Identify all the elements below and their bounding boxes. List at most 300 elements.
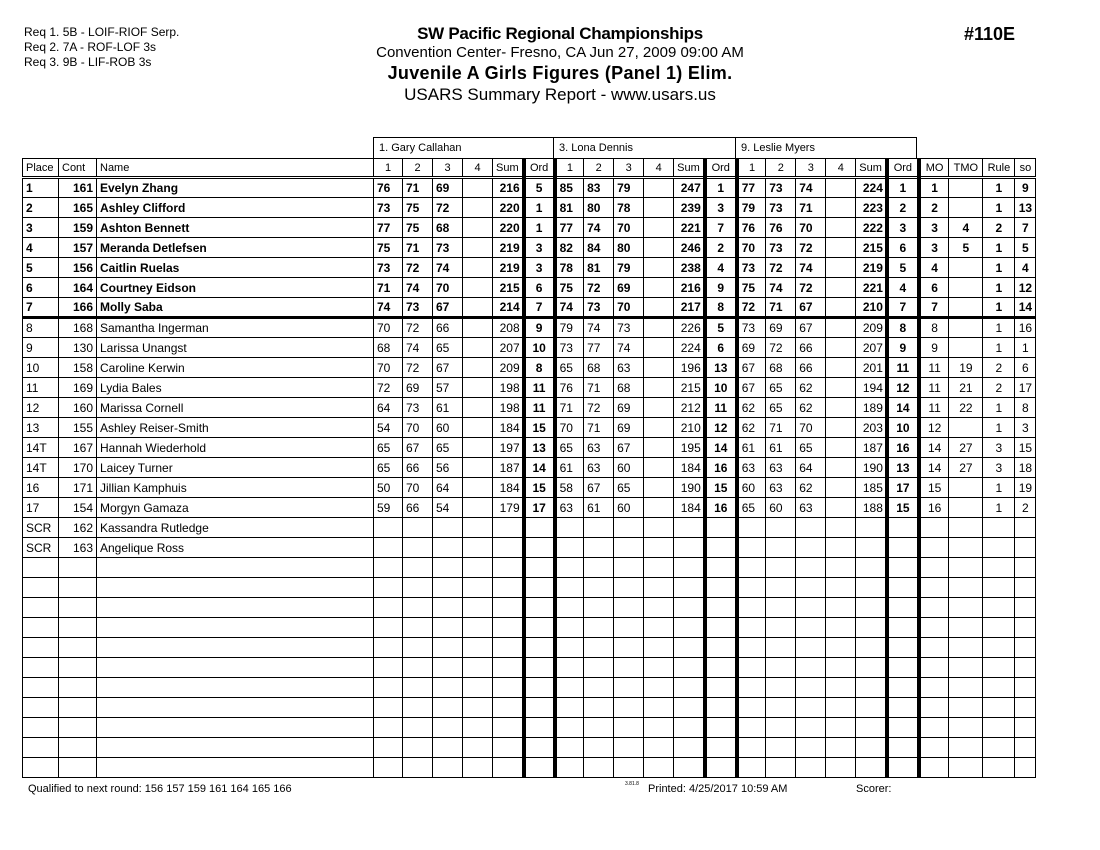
empty-cell <box>463 578 493 598</box>
empty-cell <box>59 758 97 778</box>
j2-score-4 <box>644 198 674 218</box>
j1-sum: 220 <box>493 218 524 238</box>
j2-score-1: 73 <box>555 338 584 358</box>
empty-cell <box>705 738 737 758</box>
empty-cell <box>826 718 856 738</box>
table-row <box>23 358 1036 378</box>
j1-score-4 <box>463 178 493 198</box>
j2-score-2: 63 <box>584 438 614 458</box>
table-row <box>23 498 1036 518</box>
rule-cell: 2 <box>983 378 1015 398</box>
empty-cell <box>555 578 584 598</box>
empty-cell <box>555 658 584 678</box>
empty-cell <box>97 618 374 638</box>
j3-sum: 210 <box>856 298 887 318</box>
empty-cell <box>887 678 919 698</box>
j3-score-2: 73 <box>766 178 796 198</box>
j2-score-2: 84 <box>584 238 614 258</box>
empty-cell <box>705 758 737 778</box>
requirement-2: Req 2. 7A - ROF-LOF 3s <box>24 40 157 54</box>
empty-cell <box>614 738 644 758</box>
rule-cell: 1 <box>983 178 1015 198</box>
empty-cell <box>403 578 433 598</box>
skater-name: Angelique Ross <box>97 538 374 558</box>
tmo-cell <box>949 198 983 218</box>
empty-cell <box>97 558 374 578</box>
j2-score-3: 63 <box>614 358 644 378</box>
empty-cell <box>737 638 766 658</box>
j3-score-1: 67 <box>737 378 766 398</box>
empty-cell <box>674 638 705 658</box>
j1-score-2: 74 <box>403 338 433 358</box>
empty-cell <box>983 658 1015 678</box>
empty-cell <box>584 758 614 778</box>
empty-cell <box>374 578 403 598</box>
event-number: #110E <box>964 24 1016 44</box>
j3-ordinal: 13 <box>887 458 919 478</box>
j3-ordinal: 3 <box>887 218 919 238</box>
j1-ordinal: 9 <box>524 318 555 338</box>
empty-cell <box>23 598 59 618</box>
rule-cell <box>983 518 1015 538</box>
j3-score-3: 63 <box>796 498 826 518</box>
j2-score-4 <box>644 438 674 458</box>
j2-score-3: 60 <box>614 458 644 478</box>
empty-cell <box>766 578 796 598</box>
col-j3-ord: Ord <box>887 159 919 178</box>
j2-sum: 239 <box>674 198 705 218</box>
j2-score-4 <box>644 458 674 478</box>
skater-name: Ashley Reiser-Smith <box>97 418 374 438</box>
mo-cell: 9 <box>919 338 949 358</box>
empty-cell <box>403 558 433 578</box>
empty-cell <box>887 638 919 658</box>
table-row <box>23 218 1036 238</box>
empty-cell <box>737 658 766 678</box>
place-cell: 11 <box>23 378 59 398</box>
venue-datetime: Convention Center- Fresno, CA Jun 27, 2009 09:00 AM <box>376 44 744 61</box>
empty-cell <box>493 658 524 678</box>
j1-score-1: 59 <box>374 498 403 518</box>
j1-ordinal: 5 <box>524 178 555 198</box>
empty-cell <box>887 658 919 678</box>
j3-score-1: 67 <box>737 358 766 378</box>
empty-cell <box>97 658 374 678</box>
j3-sum: 209 <box>856 318 887 338</box>
empty-cell <box>374 758 403 778</box>
skater-name: Meranda Detlefsen <box>97 238 374 258</box>
j2-sum: 226 <box>674 318 705 338</box>
j3-score-1: 62 <box>737 418 766 438</box>
j2-score-1: 82 <box>555 238 584 258</box>
so-cell: 17 <box>1015 378 1036 398</box>
place-cell: 9 <box>23 338 59 358</box>
empty-cell <box>59 638 97 658</box>
empty-cell <box>919 698 949 718</box>
empty-cell <box>674 758 705 778</box>
empty-row <box>23 738 1036 758</box>
tmo-cell: 19 <box>949 358 983 378</box>
j1-score-2: 75 <box>403 198 433 218</box>
j3-score-3: 72 <box>796 278 826 298</box>
empty-cell <box>674 738 705 758</box>
empty-cell <box>555 618 584 638</box>
j2-score-2: 63 <box>584 458 614 478</box>
table-row <box>23 458 1036 478</box>
empty-cell <box>584 578 614 598</box>
j3-sum: 185 <box>856 478 887 498</box>
j1-score-3: 72 <box>433 198 463 218</box>
j3-score-4 <box>826 498 856 518</box>
j2-score-1: 74 <box>555 298 584 318</box>
place-cell: 16 <box>23 478 59 498</box>
tmo-cell <box>949 258 983 278</box>
empty-row <box>23 598 1036 618</box>
j2-score-3 <box>614 538 644 558</box>
mo-cell: 16 <box>919 498 949 518</box>
j2-score-1 <box>555 518 584 538</box>
j3-score-2: 72 <box>766 338 796 358</box>
j3-score-2: 63 <box>766 458 796 478</box>
j2-ordinal: 16 <box>705 498 737 518</box>
rule-cell: 1 <box>983 278 1015 298</box>
empty-cell <box>433 738 463 758</box>
j3-score-1: 60 <box>737 478 766 498</box>
j1-score-4 <box>463 418 493 438</box>
j2-ordinal: 12 <box>705 418 737 438</box>
cont-cell: 164 <box>59 278 97 298</box>
empty-cell <box>23 558 59 578</box>
j1-score-3: 65 <box>433 438 463 458</box>
results-table <box>22 158 1036 778</box>
j2-ordinal: 5 <box>705 318 737 338</box>
place-cell: 4 <box>23 238 59 258</box>
empty-cell <box>856 618 887 638</box>
j2-score-1: 58 <box>555 478 584 498</box>
j1-score-3: 65 <box>433 338 463 358</box>
empty-cell <box>463 618 493 638</box>
j2-score-2: 71 <box>584 418 614 438</box>
empty-cell <box>614 758 644 778</box>
empty-cell <box>524 558 555 578</box>
j2-score-1: 85 <box>555 178 584 198</box>
empty-cell <box>644 658 674 678</box>
empty-cell <box>983 618 1015 638</box>
rule-cell: 1 <box>983 418 1015 438</box>
j3-ordinal: 1 <box>887 178 919 198</box>
tmo-cell <box>949 538 983 558</box>
empty-cell <box>59 598 97 618</box>
j1-score-4 <box>463 318 493 338</box>
empty-cell <box>737 758 766 778</box>
j3-score-3: 74 <box>796 258 826 278</box>
empty-cell <box>949 698 983 718</box>
j1-score-2: 72 <box>403 358 433 378</box>
j3-ordinal: 9 <box>887 338 919 358</box>
j1-score-3: 74 <box>433 258 463 278</box>
empty-cell <box>856 738 887 758</box>
empty-cell <box>674 658 705 678</box>
j1-sum: 184 <box>493 418 524 438</box>
mo-cell: 12 <box>919 418 949 438</box>
j2-score-2: 72 <box>584 398 614 418</box>
empty-cell <box>644 618 674 638</box>
empty-cell <box>433 718 463 738</box>
j2-score-1 <box>555 538 584 558</box>
j3-score-1: 77 <box>737 178 766 198</box>
j1-ordinal <box>524 538 555 558</box>
empty-cell <box>23 758 59 778</box>
empty-cell <box>674 678 705 698</box>
j3-score-1 <box>737 518 766 538</box>
j3-score-4 <box>826 258 856 278</box>
empty-cell <box>674 578 705 598</box>
empty-cell <box>766 558 796 578</box>
rule-cell: 1 <box>983 298 1015 318</box>
j2-sum: 190 <box>674 478 705 498</box>
col-so: so <box>1015 159 1036 178</box>
j3-score-3: 62 <box>796 398 826 418</box>
empty-cell <box>433 758 463 778</box>
table-row <box>23 278 1036 298</box>
tmo-cell <box>949 338 983 358</box>
empty-cell <box>796 738 826 758</box>
empty-cell <box>644 718 674 738</box>
empty-cell <box>826 578 856 598</box>
j2-score-3: 69 <box>614 278 644 298</box>
empty-cell <box>796 758 826 778</box>
printed-timestamp: Printed: 4/25/2017 10:59 AM <box>648 783 788 795</box>
j1-sum: 207 <box>493 338 524 358</box>
j2-ordinal <box>705 538 737 558</box>
cont-cell: 163 <box>59 538 97 558</box>
rule-cell: 1 <box>983 238 1015 258</box>
empty-cell <box>614 598 644 618</box>
empty-row <box>23 698 1036 718</box>
empty-cell <box>674 698 705 718</box>
table-row <box>23 518 1036 538</box>
empty-cell <box>705 658 737 678</box>
rule-cell: 1 <box>983 398 1015 418</box>
j3-score-2: 68 <box>766 358 796 378</box>
j1-score-1: 65 <box>374 438 403 458</box>
j1-score-3: 66 <box>433 318 463 338</box>
empty-cell <box>493 578 524 598</box>
empty-cell <box>97 758 374 778</box>
empty-cell <box>493 638 524 658</box>
so-cell: 5 <box>1015 238 1036 258</box>
j3-score-1: 61 <box>737 438 766 458</box>
empty-cell <box>983 598 1015 618</box>
table-row <box>23 258 1036 278</box>
table-row <box>23 298 1036 318</box>
mo-cell: 14 <box>919 438 949 458</box>
table-header-row <box>23 159 1036 178</box>
j2-score-3: 69 <box>614 418 644 438</box>
j3-score-3: 67 <box>796 298 826 318</box>
empty-cell <box>584 598 614 618</box>
empty-cell <box>584 558 614 578</box>
empty-cell <box>983 558 1015 578</box>
empty-cell <box>555 638 584 658</box>
j1-score-1: 54 <box>374 418 403 438</box>
col-j1-s3: 3 <box>433 159 463 178</box>
j3-sum: 221 <box>856 278 887 298</box>
cont-cell: 169 <box>59 378 97 398</box>
empty-cell <box>983 718 1015 738</box>
empty-cell <box>463 598 493 618</box>
j3-score-1 <box>737 538 766 558</box>
skater-name: Samantha Ingerman <box>97 318 374 338</box>
empty-cell <box>856 698 887 718</box>
empty-cell <box>374 618 403 638</box>
j2-score-3: 68 <box>614 378 644 398</box>
j1-score-4 <box>463 398 493 418</box>
mo-cell: 3 <box>919 218 949 238</box>
empty-cell <box>737 678 766 698</box>
skater-name: Courtney Eidson <box>97 278 374 298</box>
j2-score-3: 65 <box>614 478 644 498</box>
empty-cell <box>887 758 919 778</box>
j3-ordinal: 4 <box>887 278 919 298</box>
j3-sum: 207 <box>856 338 887 358</box>
j1-score-4 <box>463 358 493 378</box>
empty-cell <box>584 738 614 758</box>
empty-cell <box>737 698 766 718</box>
tmo-cell <box>949 318 983 338</box>
j3-score-3: 62 <box>796 378 826 398</box>
j2-score-4 <box>644 378 674 398</box>
place-cell: 13 <box>23 418 59 438</box>
j1-ordinal <box>524 518 555 538</box>
empty-cell <box>463 718 493 738</box>
j3-sum: 223 <box>856 198 887 218</box>
empty-cell <box>644 678 674 698</box>
empty-cell <box>1015 718 1036 738</box>
empty-cell <box>97 698 374 718</box>
j1-score-3: 69 <box>433 178 463 198</box>
skater-name: Evelyn Zhang <box>97 178 374 198</box>
empty-cell <box>644 638 674 658</box>
empty-cell <box>856 598 887 618</box>
j3-score-3: 71 <box>796 198 826 218</box>
empty-cell <box>856 658 887 678</box>
j1-ordinal: 11 <box>524 398 555 418</box>
empty-cell <box>614 678 644 698</box>
empty-cell <box>403 618 433 638</box>
empty-cell <box>1015 658 1036 678</box>
j1-sum: 219 <box>493 258 524 278</box>
j2-sum: 224 <box>674 338 705 358</box>
empty-cell <box>796 578 826 598</box>
j2-sum: 212 <box>674 398 705 418</box>
empty-cell <box>59 578 97 598</box>
j1-sum: 197 <box>493 438 524 458</box>
empty-cell <box>374 738 403 758</box>
j1-score-1: 64 <box>374 398 403 418</box>
j1-ordinal: 1 <box>524 198 555 218</box>
j2-score-3: 70 <box>614 218 644 238</box>
col-tmo: TMO <box>949 159 983 178</box>
empty-cell <box>705 598 737 618</box>
empty-cell <box>555 598 584 618</box>
col-j1-ord: Ord <box>524 159 555 178</box>
empty-cell <box>614 558 644 578</box>
j3-score-2: 76 <box>766 218 796 238</box>
rule-cell: 3 <box>983 458 1015 478</box>
col-j2-s4: 4 <box>644 159 674 178</box>
empty-cell <box>374 598 403 618</box>
j3-score-1: 79 <box>737 198 766 218</box>
j1-score-2: 73 <box>403 298 433 318</box>
empty-cell <box>23 618 59 638</box>
j3-sum: 201 <box>856 358 887 378</box>
j2-score-4 <box>644 218 674 238</box>
j2-score-1: 79 <box>555 318 584 338</box>
empty-cell <box>374 558 403 578</box>
j3-score-1: 62 <box>737 398 766 418</box>
empty-cell <box>826 698 856 718</box>
j1-score-2: 70 <box>403 418 433 438</box>
j1-score-3: 57 <box>433 378 463 398</box>
empty-cell <box>766 678 796 698</box>
empty-cell <box>1015 698 1036 718</box>
empty-cell <box>949 738 983 758</box>
empty-cell <box>796 658 826 678</box>
j3-ordinal: 11 <box>887 358 919 378</box>
table-row <box>23 338 1036 358</box>
empty-cell <box>97 678 374 698</box>
empty-cell <box>433 598 463 618</box>
j1-score-4 <box>463 278 493 298</box>
empty-cell <box>796 598 826 618</box>
empty-cell <box>919 598 949 618</box>
empty-cell <box>796 718 826 738</box>
empty-cell <box>766 638 796 658</box>
j3-score-2: 61 <box>766 438 796 458</box>
j3-ordinal: 15 <box>887 498 919 518</box>
empty-cell <box>919 658 949 678</box>
empty-cell <box>555 678 584 698</box>
j3-score-4 <box>826 418 856 438</box>
j2-score-4 <box>644 178 674 198</box>
j1-score-1: 73 <box>374 198 403 218</box>
j1-sum: 215 <box>493 278 524 298</box>
empty-cell <box>949 618 983 638</box>
j3-score-3: 62 <box>796 478 826 498</box>
empty-cell <box>584 618 614 638</box>
j1-score-4 <box>463 498 493 518</box>
j2-ordinal: 4 <box>705 258 737 278</box>
empty-cell <box>644 738 674 758</box>
empty-cell <box>705 638 737 658</box>
j2-score-2: 67 <box>584 478 614 498</box>
j1-score-4 <box>463 298 493 318</box>
j3-score-3: 72 <box>796 238 826 258</box>
j3-score-1: 69 <box>737 338 766 358</box>
j1-score-1: 77 <box>374 218 403 238</box>
j2-sum: 196 <box>674 358 705 378</box>
j3-sum: 219 <box>856 258 887 278</box>
j3-score-2: 60 <box>766 498 796 518</box>
cont-cell: 167 <box>59 438 97 458</box>
j1-sum: 198 <box>493 378 524 398</box>
j3-score-2: 73 <box>766 238 796 258</box>
j1-score-1: 76 <box>374 178 403 198</box>
empty-cell <box>493 738 524 758</box>
j1-score-4 <box>463 238 493 258</box>
j2-score-3: 69 <box>614 398 644 418</box>
